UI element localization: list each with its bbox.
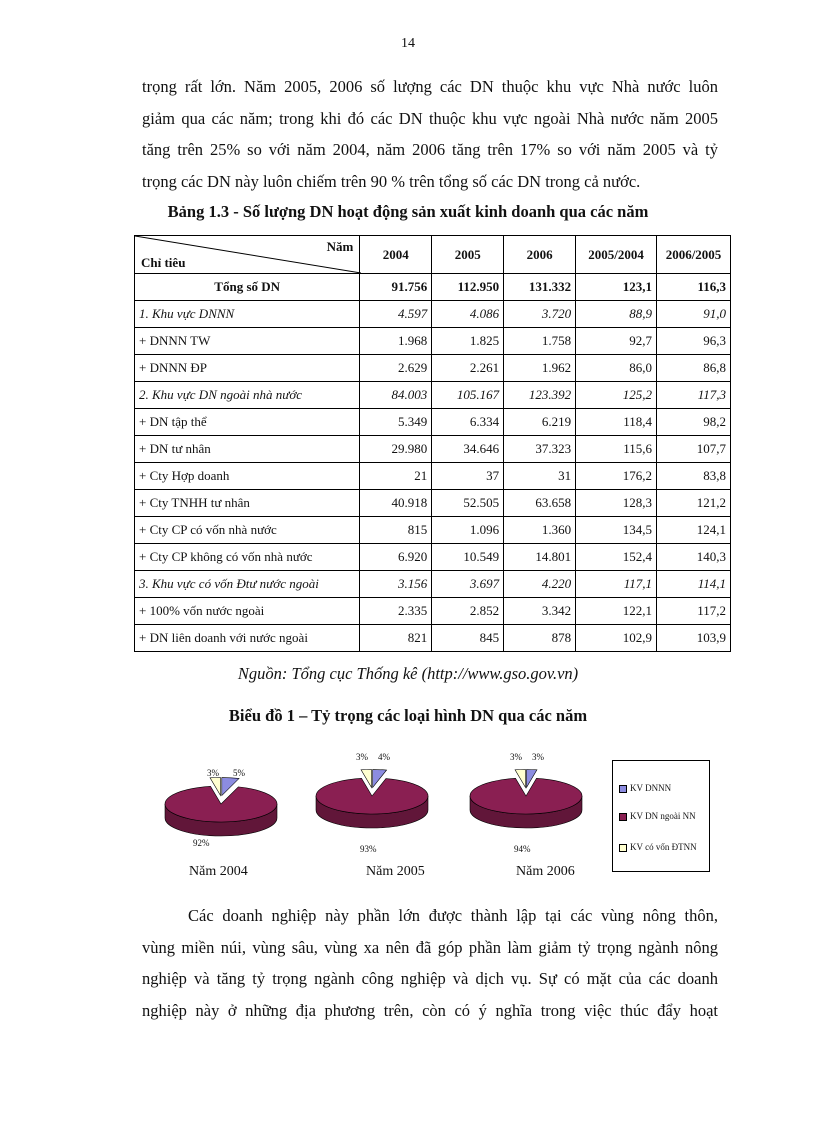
table-cell: 125,2: [576, 382, 657, 409]
pie-percent-label: 3%: [207, 768, 219, 778]
row-label: + DN tập thể: [135, 409, 360, 436]
row-label: 3. Khu vực có vốn Đtư nước ngoài: [135, 571, 360, 598]
row-label: + Cty CP có vốn nhà nước: [135, 517, 360, 544]
pie-chart: [316, 752, 428, 854]
table-cell: 152,4: [576, 544, 657, 571]
table-title: Bảng 1.3 - Số lượng DN hoạt động sản xuất kinh doanh qua các năm: [167, 202, 649, 221]
table-cell: 83,8: [657, 463, 731, 490]
table-cell: 1.825: [432, 328, 504, 355]
table-cell: 105.167: [432, 382, 504, 409]
column-header: 2006/2005: [657, 236, 731, 274]
table-cell: 1.968: [360, 328, 432, 355]
table-cell: 98,2: [657, 409, 731, 436]
table-cell: 122,1: [576, 598, 657, 625]
table-row: [135, 409, 731, 436]
column-header: 2005: [432, 236, 504, 274]
pie-percent-label: 3%: [510, 752, 522, 762]
table-row: [135, 544, 731, 571]
table-cell: 121,2: [657, 490, 731, 517]
table-cell: 3.697: [432, 571, 504, 598]
table-cell: 1.096: [432, 517, 504, 544]
table-row: [135, 625, 731, 652]
pie-percent-label: 5%: [233, 768, 245, 778]
table-cell: 1.962: [504, 355, 576, 382]
paragraph-line: tăng trên 25% so với năm 2004, năm 2006 tăng trên 17% so với năm 2005 và tỷ: [142, 140, 718, 159]
pie-slice: [470, 778, 582, 814]
table-cell: 176,2: [576, 463, 657, 490]
table-cell: 6.334: [432, 409, 504, 436]
table-cell: 102,9: [576, 625, 657, 652]
diagonal-header-cell: [135, 236, 360, 274]
row-label: + DN tư nhân: [135, 436, 360, 463]
paragraph-line: nghiệp và tăng tỷ trọng ngành công nghiệp và dịch vụ. Sự có mặt của các doanh: [142, 969, 718, 988]
table-cell: 92,7: [576, 328, 657, 355]
table-cell: 118,4: [576, 409, 657, 436]
table-cell: 5.349: [360, 409, 432, 436]
table-row: [135, 328, 731, 355]
table-cell: 88,9: [576, 301, 657, 328]
legend-swatch: [619, 813, 627, 821]
pie-caption: Năm 2005: [366, 864, 425, 879]
table-cell: 21: [360, 463, 432, 490]
paragraph-line: Các doanh nghiệp này phần lớn được thành lập tại các vùng nông thôn,: [188, 906, 718, 925]
table-source: Nguồn: Tổng cục Thống kê (http://www.gso.gov.vn): [237, 664, 579, 683]
table-row: [135, 517, 731, 544]
pie-caption: Năm 2004: [189, 864, 248, 879]
table-cell: 37.323: [504, 436, 576, 463]
table-cell: 34.646: [432, 436, 504, 463]
table-row: [135, 571, 731, 598]
table-cell: 6.920: [360, 544, 432, 571]
table-cell: 4.597: [360, 301, 432, 328]
table-cell: 86,0: [576, 355, 657, 382]
column-header: 2005/2004: [576, 236, 657, 274]
pie-slice: [165, 786, 277, 822]
table-cell: 134,5: [576, 517, 657, 544]
table-cell: 112.950: [432, 274, 504, 301]
row-label: + Cty TNHH tư nhân: [135, 490, 360, 517]
table-cell: 91,0: [657, 301, 731, 328]
page-number: 14: [401, 36, 415, 51]
table-cell: 117,2: [657, 598, 731, 625]
table-cell: 14.801: [504, 544, 576, 571]
paragraph-line: trọng rất lớn. Năm 2005, 2006 số lượng các DN thuộc khu vực Nhà nước luôn: [142, 77, 718, 96]
table-cell: 3.156: [360, 571, 432, 598]
table-cell: 115,6: [576, 436, 657, 463]
legend-label: KV DNNN: [630, 783, 672, 793]
table-cell: 4.220: [504, 571, 576, 598]
table-cell: 815: [360, 517, 432, 544]
paragraph-1: [142, 71, 718, 197]
paragraph-line: vùng miền núi, vùng sâu, vùng xa nên đã góp phần làm giảm tỷ trọng ngành nông: [142, 937, 718, 957]
row-label: + 100% vốn nước ngoài: [135, 598, 360, 625]
table-cell: 821: [360, 625, 432, 652]
table-cell: 2.335: [360, 598, 432, 625]
table-row: [135, 301, 731, 328]
row-label: Tổng số DN: [135, 274, 360, 301]
legend-label: KV có vốn ĐTNN: [630, 842, 697, 852]
table-row: [135, 463, 731, 490]
table-cell: 2.261: [432, 355, 504, 382]
row-label: + DNNN ĐP: [135, 355, 360, 382]
table-cell: 123,1: [576, 274, 657, 301]
legend-swatch: [619, 844, 627, 852]
pie-charts: [0, 752, 600, 862]
pie-percent-label: 92%: [193, 838, 210, 848]
table-cell: 845: [432, 625, 504, 652]
table-cell: 4.086: [432, 301, 504, 328]
table-cell: 117,3: [657, 382, 731, 409]
table-row: [135, 382, 731, 409]
row-label: 2. Khu vực DN ngoài nhà nước: [135, 382, 360, 409]
data-table: [134, 235, 731, 652]
table-cell: 10.549: [432, 544, 504, 571]
table-cell: 29.980: [360, 436, 432, 463]
paragraph-line: trọng các DN này luôn chiếm trên 90 % trên tổng số các DN trong cả nước.: [142, 171, 641, 191]
legend-item: [619, 811, 696, 821]
table-row: [135, 598, 731, 625]
table-cell: 131.332: [504, 274, 576, 301]
table-cell: 117,1: [576, 571, 657, 598]
chart-legend: [612, 760, 710, 872]
table-row: [135, 274, 731, 301]
chart-title: Biểu đồ 1 – Tỷ trọng các loại hình DN qua các năm: [228, 706, 588, 725]
column-header: 2006: [504, 236, 576, 274]
pie-chart: [165, 768, 277, 848]
table-cell: 1.758: [504, 328, 576, 355]
pie-percent-label: 3%: [532, 752, 544, 762]
table-cell: 63.658: [504, 490, 576, 517]
table-row: [135, 355, 731, 382]
pie-percent-label: 3%: [356, 752, 368, 762]
table-row: [135, 436, 731, 463]
table-cell: 140,3: [657, 544, 731, 571]
table-cell: 123.392: [504, 382, 576, 409]
legend-item: [619, 842, 697, 852]
table-cell: 103,9: [657, 625, 731, 652]
table-cell: 3.720: [504, 301, 576, 328]
table-row: [135, 490, 731, 517]
paragraph-2: [142, 900, 718, 1026]
legend-swatch: [619, 785, 627, 793]
column-header: 2004: [360, 236, 432, 274]
table-cell: 116,3: [657, 274, 731, 301]
pie-chart: [470, 752, 582, 854]
table-cell: 1.360: [504, 517, 576, 544]
pie-percent-label: 94%: [514, 844, 531, 854]
pie-caption: Năm 2006: [516, 864, 575, 879]
pie-percent-label: 93%: [360, 844, 377, 854]
table-cell: 124,1: [657, 517, 731, 544]
row-label: + DN liên doanh với nước ngoài: [135, 625, 360, 652]
pie-slice: [316, 778, 428, 814]
table-cell: 3.342: [504, 598, 576, 625]
table-cell: 2.852: [432, 598, 504, 625]
table-cell: 86,8: [657, 355, 731, 382]
legend-label: KV DN ngoài NN: [630, 811, 696, 821]
table-cell: 2.629: [360, 355, 432, 382]
pie-percent-label: 4%: [378, 752, 390, 762]
table-cell: 40.918: [360, 490, 432, 517]
row-label: + DNNN TW: [135, 328, 360, 355]
header-criteria-label: Chỉ tiêu: [141, 255, 186, 270]
legend-item: [619, 783, 671, 793]
table-cell: 878: [504, 625, 576, 652]
table-cell: 6.219: [504, 409, 576, 436]
paragraph-line: giảm qua các năm; trong khi đó các DN thuộc khu vực ngoài Nhà nước năm 2005: [142, 108, 718, 128]
row-label: + Cty CP không có vốn nhà nước: [135, 544, 360, 571]
table-cell: 96,3: [657, 328, 731, 355]
table-cell: 31: [504, 463, 576, 490]
table-cell: 84.003: [360, 382, 432, 409]
table-cell: 128,3: [576, 490, 657, 517]
table-cell: 37: [432, 463, 504, 490]
row-label: + Cty Hợp doanh: [135, 463, 360, 490]
table-cell: 52.505: [432, 490, 504, 517]
table-cell: 114,1: [657, 571, 731, 598]
row-label: 1. Khu vực DNNN: [135, 301, 360, 328]
header-year-label: Năm: [326, 239, 354, 254]
table-cell: 91.756: [360, 274, 432, 301]
paragraph-line: nghiệp này ở những địa phương trên, còn có ý nghĩa trong việc thúc đẩy hoạt: [142, 1000, 718, 1020]
table-header-row: [135, 236, 731, 274]
table-cell: 107,7: [657, 436, 731, 463]
